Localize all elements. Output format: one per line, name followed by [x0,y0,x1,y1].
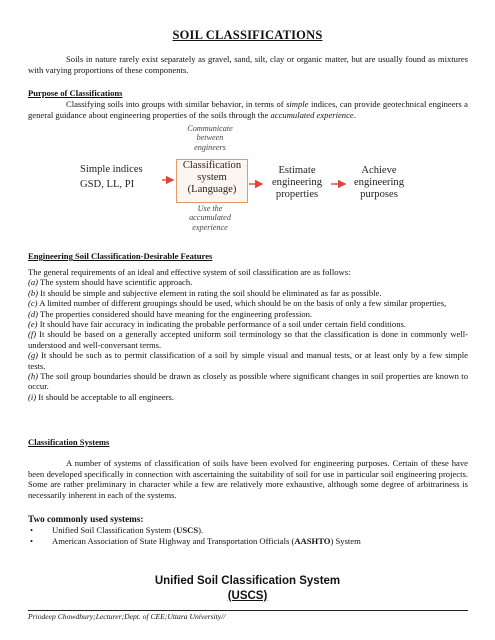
page-title: SOIL CLASSIFICATIONS [172,28,323,42]
accumulated-note: Use the accumulated experience [189,204,231,232]
systems-bullet-list [30,525,470,547]
two-systems-heading: Two commonly used systems: [28,514,144,524]
page-footer: Priodeep Chowdhury;Lecturer;Dept. of CEE;Uttara University// [28,612,226,621]
list-item: (d) The properties considered should have meaning for the engineering profession. [28,308,313,319]
list-item: (i) It should be acceptable to all engineers. [28,391,175,402]
list-item: (c) A limited number of different groupings should be used, which should be on the basis of only a few similar properties, [28,298,447,309]
desirable-lead: The general requirements of an ideal and effective system of soil classification are as follows: [28,267,351,277]
simple-indices-label: Simple indices GSD, LL, PI [80,164,143,190]
classification-system-label: Classification system (Language) [182,160,242,195]
desirable-heading: Engineering Soil Classification-Desirable Features [28,251,213,261]
systems-heading: Classification Systems [28,437,110,447]
list-item: (g) It should be such as to permit classification of a soil by simple visual and manual tests, or at least only by a few simple tests. [28,350,468,371]
list-item: (h) The soil group boundaries should be drawn as closely as possible where significant changes in soil properties are known to occur. [28,371,468,392]
purpose-paragraph: Classifying soils into groups with similar behavior, in terms of simple indices, can provide geotechnical engineers a general guidance about engineering properties of the soils through the accumulated experience. [28,99,468,120]
list-item: (a) The system should have scientific approach. [28,277,193,288]
list-item: • American Association of State Highway and Transportation Officials (AASHTO) System [30,536,361,546]
desirable-list [28,267,468,402]
list-item: (b) It should be simple and subjective element in rating the soil should be eliminated as far as possible. [28,287,382,298]
diagram-arrows [0,122,495,234]
list-item: (f) It should be based on a generally accepted uniform soil terminology so that the classification is done in commonly well-understood and well-conversant terms. [28,329,468,350]
systems-paragraph: A number of systems of classification of soils have been evolved for engineering purposes. Certain of these have been developed specifically in connection with ascertaining the suitability of soil for use in particular soil engineering projects. Some are rather preliminary in character while a few are relatively more exhaustive, although some degree of arbitrariness is necessarily inherent in each of the systems. [28,458,468,500]
estimate-label: Estimate engineering properties [271,165,322,200]
achieve-label: Achieve engineering purposes [353,165,404,200]
list-item: (e) It should have fair accuracy in indicating the probable performance of a soil under certain field conditions. [28,319,406,330]
purpose-heading: Purpose of Classifications [28,88,123,98]
classification-diagram [0,122,495,234]
intro-paragraph: Soils in nature rarely exist separately as gravel, sand, silt, clay or organic matter, but are usually found as mixtures with varying proportions of these components. [28,54,468,75]
communicate-note: Communicate between engineers [187,124,233,152]
uscs-abbrev: (USCS) [227,590,268,602]
list-item: • Unified Soil Classification System (USCS). [30,525,204,535]
uscs-title: Unified Soil Classification System [154,575,341,587]
footer-divider [28,610,468,611]
